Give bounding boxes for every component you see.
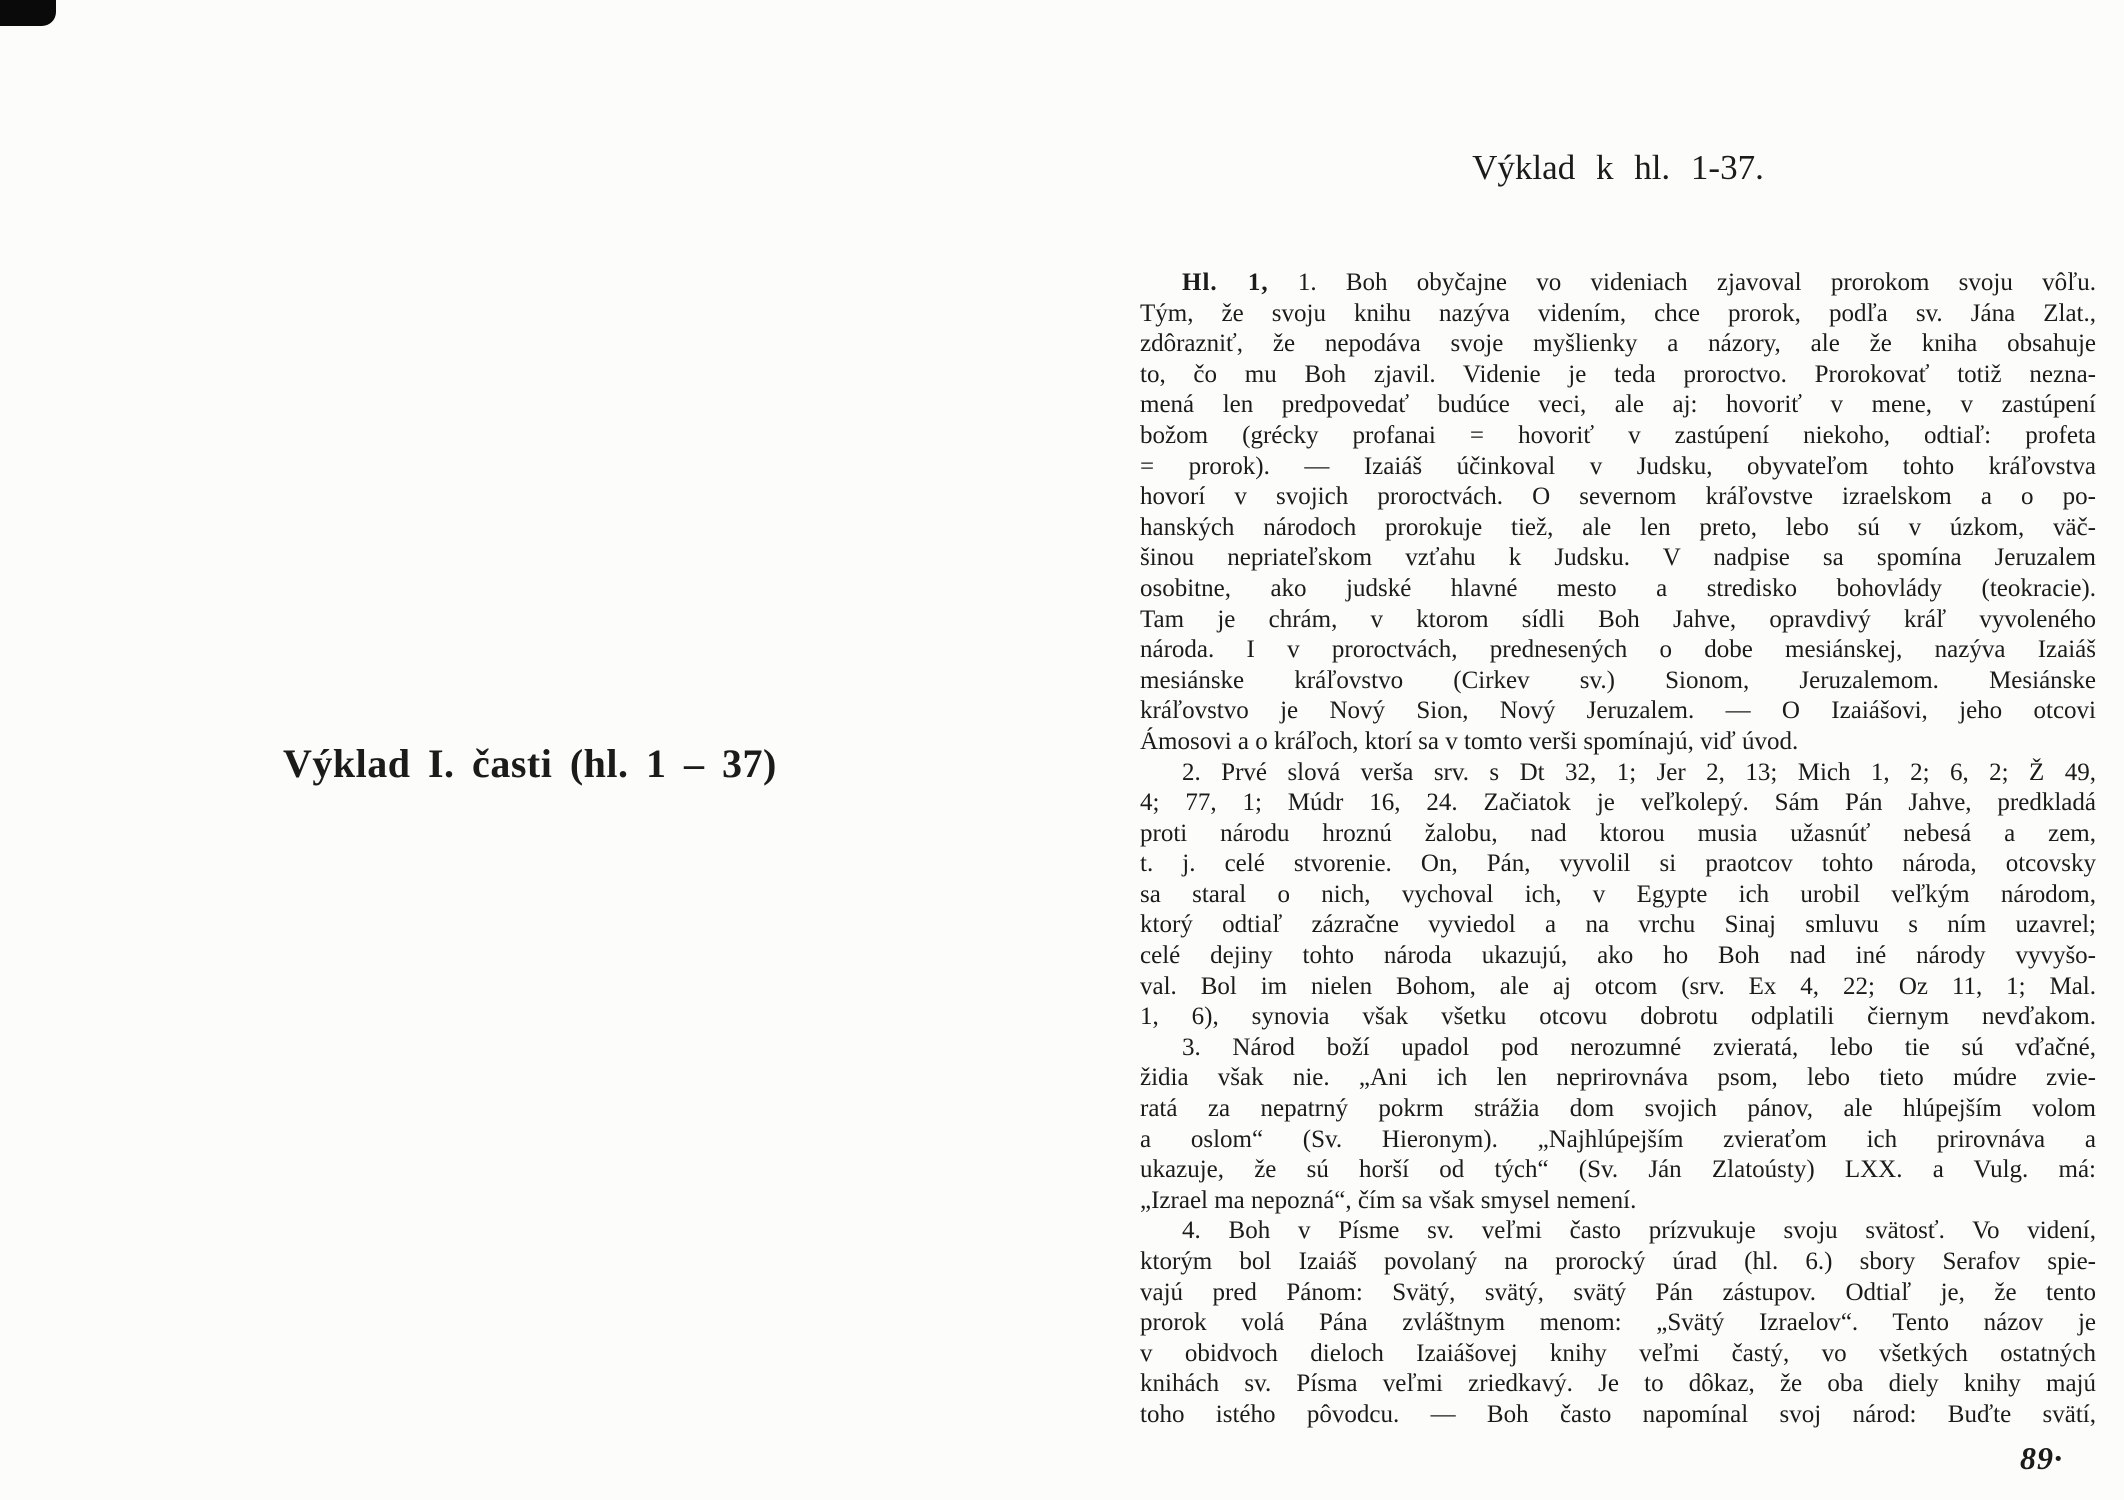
text-line: 1, 6), synovia však všetku otcovu dobrotu odplatili čiernym nevďakom. [1140, 1003, 2096, 1031]
text-line: hovorí v svojich proroctvách. O severnom kráľovstve izraelskom a o po- [1140, 483, 2096, 511]
text-line: a oslom“ (Sv. Hieronym). „Najhlúpejším zvieraťom ich prirovnáva a [1140, 1125, 2096, 1153]
text-line: hanských národoch prorokuje tiež, ale len preto, lebo sú v úzkom, väč- [1140, 513, 2096, 541]
text-line: Hl. 1, 1. Boh obyčajne vo videniach zjavoval prorokom svoju vôľu. [1182, 269, 2096, 296]
text-line: celé dejiny tohto národa ukazujú, ako ho Boh nad iné národy vyvyšo- [1140, 942, 2096, 970]
text-line: to, čo mu Boh zjavil. Videnie je teda proroctvo. Prorokovať totiž nezna- [1140, 360, 2096, 388]
page-title: Výklad k hl. 1-37. [1472, 148, 1764, 187]
text-line: ktorý odtiaľ zázračne vyviedol a na vrchu Sinaj smluvu s ním uzavrel; [1140, 911, 2096, 939]
text-line: prorok volá Pána zvláštnym menom: „Svätý Izraelov“. Tento názov je [1140, 1309, 2096, 1337]
text-line: 4. Boh v Písme sv. veľmi často prízvukuje svoju svätosť. Vo videní, [1182, 1217, 2096, 1245]
text-line: v obidvoch dieloch Izaiášovej knihy veľmi častý, vo všetkých ostatných [1140, 1339, 2096, 1367]
text-line: božom (grécky profanai = hovoriť v zastúpení niekoho, odtiaľ: profeta [1140, 421, 2096, 449]
text-line: mená len predpovedať budúce veci, ale aj: hovoriť v mene, v zastúpení [1140, 391, 2096, 419]
body-text [1140, 268, 2096, 1431]
scan-artifact [0, 0, 56, 26]
text-line: ukazuje, že sú horší od tých“ (Sv. Ján Zlatoústy) LXX. a Vulg. má: [1140, 1156, 2096, 1184]
text-line: val. Bol im nielen Bohom, ale aj otcom (srv. Ex 4, 22; Oz 11, 1; Mal. [1140, 972, 2096, 1000]
text-line: ktorým bol Izaiáš povolaný na prorocký úrad (hl. 6.) sbory Serafov spie- [1140, 1248, 2096, 1275]
text-line: Ámosovi a o kráľoch, ktorí sa v tomto verši spomínajú, viď úvod. [1140, 727, 1799, 755]
text-line: osobitne, ako judské hlavné mesto a stredisko bohovlády (teokracie). [1140, 574, 2096, 602]
text-line: zdôrazniť, že nepodáva svoje myšlienky a názory, ale že kniha obsahuje [1140, 330, 2096, 358]
text-line: knihách sv. Písma veľmi zriedkavý. Je to dôkaz, že oba diely knihy majú [1140, 1370, 2096, 1398]
text-line: 4; 77, 1; Múdr 16, 24. Začiatok je veľkolepý. Sám Pán Jahve, predkladá [1140, 789, 2096, 817]
text-line: ratá za nepatrný pokrm strážia dom svojich pánov, ale hlúpejším volom [1140, 1095, 2096, 1123]
text-line: kráľovstvo je Nový Sion, Nový Jeruzalem. — O Izaiášovi, jeho otcovi [1140, 697, 2096, 725]
text-line: židia však nie. „Ani ich len neprirovnáva psom, lebo tieto múdre zvie- [1140, 1064, 2096, 1092]
text-line: Tam je chrám, v ktorom sídli Boh Jahve, opravdivý kráľ vyvoleného [1140, 605, 2096, 633]
text-line: šinou nepriateľskom vzťahu k Judsku. V nadpise sa spomína Jeruzalem [1140, 544, 2096, 572]
text-line: t. j. celé stvorenie. On, Pán, vyvolil si praotcov tohto národa, otcovsky [1140, 850, 2096, 878]
text-line: toho istého pôvodcu. — Boh často napomínal svoj národ: Buďte svätí, [1140, 1400, 2096, 1428]
text-line: vajú pred Pánom: Svätý, svätý, svätý Pán zástupov. Odtiaľ je, že tento [1140, 1278, 2096, 1306]
text-line: 2. Prvé slová verša srv. s Dt 32, 1; Jer 2, 13; Mich 1, 2; 6, 2; Ž 49, [1182, 758, 2096, 786]
text-line: mesiánske kráľovstvo (Cirkev sv.) Sionom, Jeruzalemom. Mesiánske [1140, 666, 2096, 694]
text-line: sa staral o nich, vychoval ich, v Egypte ich urobil veľkým národom, [1140, 880, 2096, 908]
page-number: 89· [2020, 1440, 2063, 1476]
text-line: = prorok). — Izaiáš účinkoval v Judsku, obyvateľom tohto kráľovstva [1140, 452, 2096, 480]
text-line: 3. Národ boží upadol pod nerozumné zvieratá, lebo tie sú vďačné, [1182, 1033, 2096, 1061]
text-line: proti národu hroznú žalobu, nad ktorou musia užasnúť nebesá a zem, [1140, 819, 2096, 847]
text-line: Tým, že svoju knihu nazýva videním, chce prorok, podľa sv. Jána Zlat., [1140, 299, 2096, 327]
text-line: „Izrael ma nepozná“, čím sa však smysel nemení. [1140, 1186, 1637, 1214]
section-heading: Výklad I. časti (hl. 1 – 37) [283, 741, 777, 786]
text-line: národa. I v proroctvách, prednesených o dobe mesiánskej, nazýva Izaiáš [1140, 636, 2096, 664]
